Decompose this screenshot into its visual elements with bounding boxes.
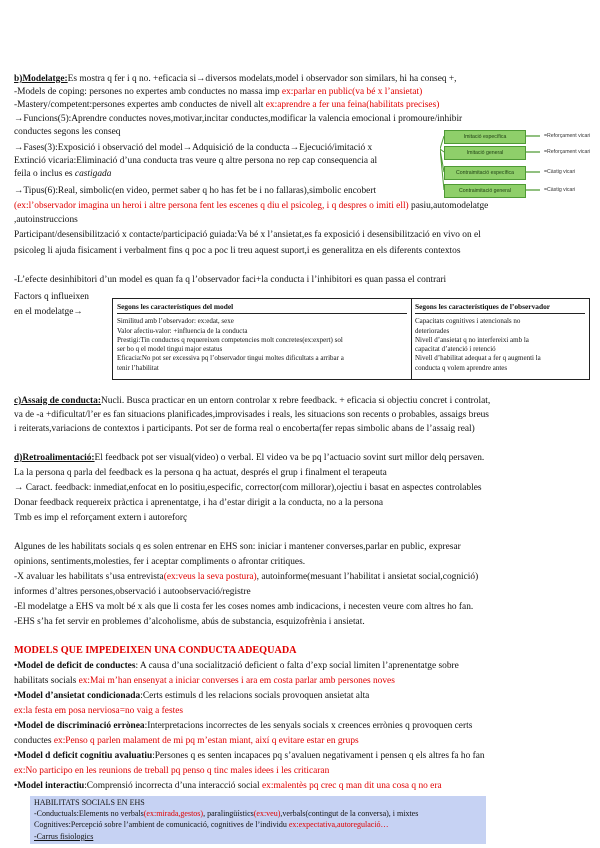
participant-line: Participant/desensibilització x contacte/participació guiada:Va bé x l’ansietat,es fa exposició i desensibilització en vivo on el: [14, 230, 481, 240]
diagram-label-3: =Càstig vicari: [544, 169, 576, 175]
general-line-5: -El modelatge a EHS va molt bé x als que li costa fer les coses nomes amb indicacions, i necesten veure com altres ho fan.: [14, 602, 474, 612]
diagram-label-2: =Reforçament vicari: [544, 149, 591, 155]
highlight-line-3: Cognitives:Percepció sobre l’ambient de comunicació, cognitives de l’individu ex:expectativa,autoregulació…: [34, 820, 389, 829]
table-row: Similitud amb l’observador: ex:edat, sexe: [117, 317, 234, 326]
table-row: deteriorades: [415, 326, 450, 335]
extincio-line-2: feila o inclus es castigada: [14, 169, 112, 179]
general-line-6: -EHS s’ha fet servir en problemes d’alcoholisme, abús de substancia, esquizofrènia i ansietat.: [14, 617, 365, 627]
highlighted-notes: [30, 796, 486, 844]
model-3-line-2: conductes ex:Penso q parlen malament de mi pq m’estan miant, així q evitare estar en grups: [14, 736, 359, 746]
imitacio-especifica-box: Imitació específica: [444, 130, 526, 144]
retro-line-5: Tmb es imp el reforçament extern i autoreforç: [14, 513, 188, 523]
tipus-line-2: (ex:l’observador imagina un heroi i altre persona fent les escenes q diu el psicoleg, i q despres o imiti ell) pasiu,automodelatge: [14, 201, 489, 211]
funcions-line: →Funcions(5):Aprendre conductes noves,motivar,incitar conductes,modificar la valencia emocional i promoure/inhibir: [14, 114, 463, 124]
extincio-line: Extinció vicaria:Eliminació d’una conducta tras veure q altre persona no rep cap consequencia al: [14, 156, 378, 166]
fases-line: →Fases(3):Exposició i observació del model→Adquisició de la conducta→Ejecució/imitació x: [14, 143, 373, 153]
assaig-title: c)Assaig de conducta:: [14, 396, 101, 406]
table-column-observer: [411, 299, 589, 379]
model-4-line: •Model d deficit cognitiu avaluatiu:Persones q es senten incapaces pq s’avaluen negativament i pensen q els altres fa ho fan: [14, 751, 485, 761]
general-line-3: -X avaluar les habilitats s’usa entrevista(ex:veus la seva postura), autoinforme(mesuant l’habilitat i ansietat social,cognició): [14, 572, 479, 582]
contraimitacio-general-box: Contraimitació general: [444, 184, 526, 198]
contraimitacio-especifica-box: Contraimitació específica: [444, 166, 526, 180]
diagram-label-4: =Càstig vicari: [544, 187, 576, 193]
imitation-diagram: [440, 128, 596, 200]
model-2-line-2: ex:la festa em posa nerviosa=no vaig a festes: [14, 706, 184, 716]
general-line-1: Algunes de les habilitats socials q es solen entrenar en EHS son: iniciar i mantener converses,parlar en public, expresar: [14, 542, 461, 552]
retro-title: d)Retroalimentació:: [14, 453, 95, 463]
modelatge-title: b)Modelatge:: [14, 74, 68, 84]
highlight-line-2: -Conductuals:Elements no verbals(ex:mirada,gestos), paralingüístics(ex:veu),verbals(contingut de la conversa), i mixtes: [34, 809, 419, 818]
efecte-line: -L’efecte desinhibitori d’un model es quan fa q l’observador faci+la conducta i l’inhibitori es quan passa el contrari: [14, 275, 447, 285]
table-row: Nivell d’habilitat adequat a fer q augmenti la: [415, 354, 541, 363]
model-1-line-2: habilitats socials ex:Mai m’han ensenyat a iniciar converses i ara em costa parlar amb persones noves: [14, 676, 395, 686]
model-2-line: •Model d’ansietat condicionada:Certs estimuls d les relacions socials provoquen ansietat alta: [14, 691, 370, 701]
table-row: tenir l’habilitat: [117, 363, 159, 372]
tipus-line: →Tipus(6):Real, simbolic(en video, permet saber q ho has fet be i no fallaras),simbolic encobert: [14, 186, 377, 196]
model-3-line: •Model de discriminació errònea:Interpretacions incorrectes de les senyals socials x creences errònies q provoquen certs: [14, 721, 473, 731]
table-row: ser bo q el model tingui major estatus: [117, 345, 223, 354]
table-header-model: Segons les característiques del model: [117, 302, 407, 314]
table-row: Capacitats cognitives i atencionals no: [415, 317, 521, 326]
modelatge-line-1: b)Modelatge:Es mostra q fer i q no. +eficacia si→diversos modelats,model i observador son similars, hi ha conseq +,: [14, 74, 457, 84]
model-4-line-2: ex:No participo en les reunions de treball pq penso q tinc males idees i les criticaran: [14, 766, 330, 776]
model-5-line: •Model interactiu:Comprensió incorrecta d’una interacció social ex:malentès pq crec q man dit una cosa q no era: [14, 781, 442, 791]
retro-line-4: Donar feedback requereix pràctica i aprenentatge, i ha d’estar dirigit a la conducta, no a la persona: [14, 498, 384, 508]
mastery-line: -Mastery/competent:persones expertes amb conductes de nivell alt ex:aprendre a fer una feina(habilitats precises): [14, 100, 440, 110]
assaig-line-3: i reiterats,variacions de contextos i participants. Pot ser de forma real o encoberta(fer repas simbolic abans de l’assaig real): [14, 424, 475, 434]
models-coping-line: -Models de coping: persones no expertes amb conductes no massa imp ex:parlar en public(va bé x l’ansietat): [14, 87, 423, 97]
funcions-line-2: conductes segons les conseq: [14, 127, 121, 137]
diagram-label-1: =Reforçament vicari: [544, 133, 591, 139]
highlight-title: HABILITATS SOCIALS EN EHS: [34, 798, 145, 807]
table-header-observer: Segons les característiques de l’observador: [415, 302, 585, 314]
factors-table: [112, 298, 590, 380]
retro-line-1: d)Retroalimentació:El feedback pot ser visual(video) o verbal. El video va be pq l’actuacio sovint surt millor delq persaven.: [14, 453, 485, 463]
table-row: Valor afectiu-valor: +influencia de la conducta: [117, 326, 248, 335]
table-row: Nivell d’ansietat q no interfereixi amb la: [415, 335, 529, 344]
models-heading: MODELS QUE IMPEDEIXEN UNA CONDUCTA ADEQUADA: [14, 645, 297, 656]
table-row: capacitat d’atenció i retenció: [415, 345, 496, 354]
table-column-model: [113, 299, 412, 379]
table-row: Eficacia:No pot ser excessiva pq l’observador tingui moltes dificultats a arribar a: [117, 354, 344, 363]
highlight-line-4: -Carrus fisiologics: [34, 832, 94, 841]
retro-line-2: La la persona q parla del feedback es la persona q ha actuat, després el grup i finalment el terapeuta: [14, 468, 387, 478]
table-row: Prestigi:Tin conductes q requereixen competencies molt concretes(ex:expert) sol: [117, 335, 343, 344]
retro-line-3: → Caract. feedback: inmediat,enfocat en lo positiu,especific, corrector(com millorar),ojectiu i basat en aspectes controlables: [14, 483, 482, 493]
general-line-2: opinions, sentiments,molesties, fer i aceptar compliments o afrontar critiques.: [14, 557, 306, 567]
assaig-line-2: va de -a +dificultat/l’er es fan situacions planificades,improvisades i reals, les situacions son recents o probables, assaigs breus: [14, 410, 489, 420]
factors-label-2: en el modelatge→: [14, 307, 83, 317]
participant-line-2: psicoleg li ajuda fisicament i verbalment fins q poc a poc li treu aquest suport,i es generalitza en els diferents contextos: [14, 246, 461, 256]
factors-label: Factors q influeixen: [14, 292, 89, 302]
assaig-line-1: c)Assaig de conducta:Nucli. Busca practicar en un entorn controlar x rebre feedback. + eficacia si objectiu concret i controlat,: [14, 396, 491, 406]
tipus-line-3: ,autoinstruccions: [14, 215, 78, 225]
general-line-4: informes d’altres persones,observació i autoobservació/registre: [14, 587, 251, 597]
table-row: conducta q volem aprendre antes: [415, 363, 508, 372]
imitacio-general-box: Imitació general: [444, 146, 526, 160]
model-1-line: •Model de deficit de conductes: A causa d’una socialització deficient o falta d’exp social limiten l’aprenentatge sobre: [14, 661, 459, 671]
